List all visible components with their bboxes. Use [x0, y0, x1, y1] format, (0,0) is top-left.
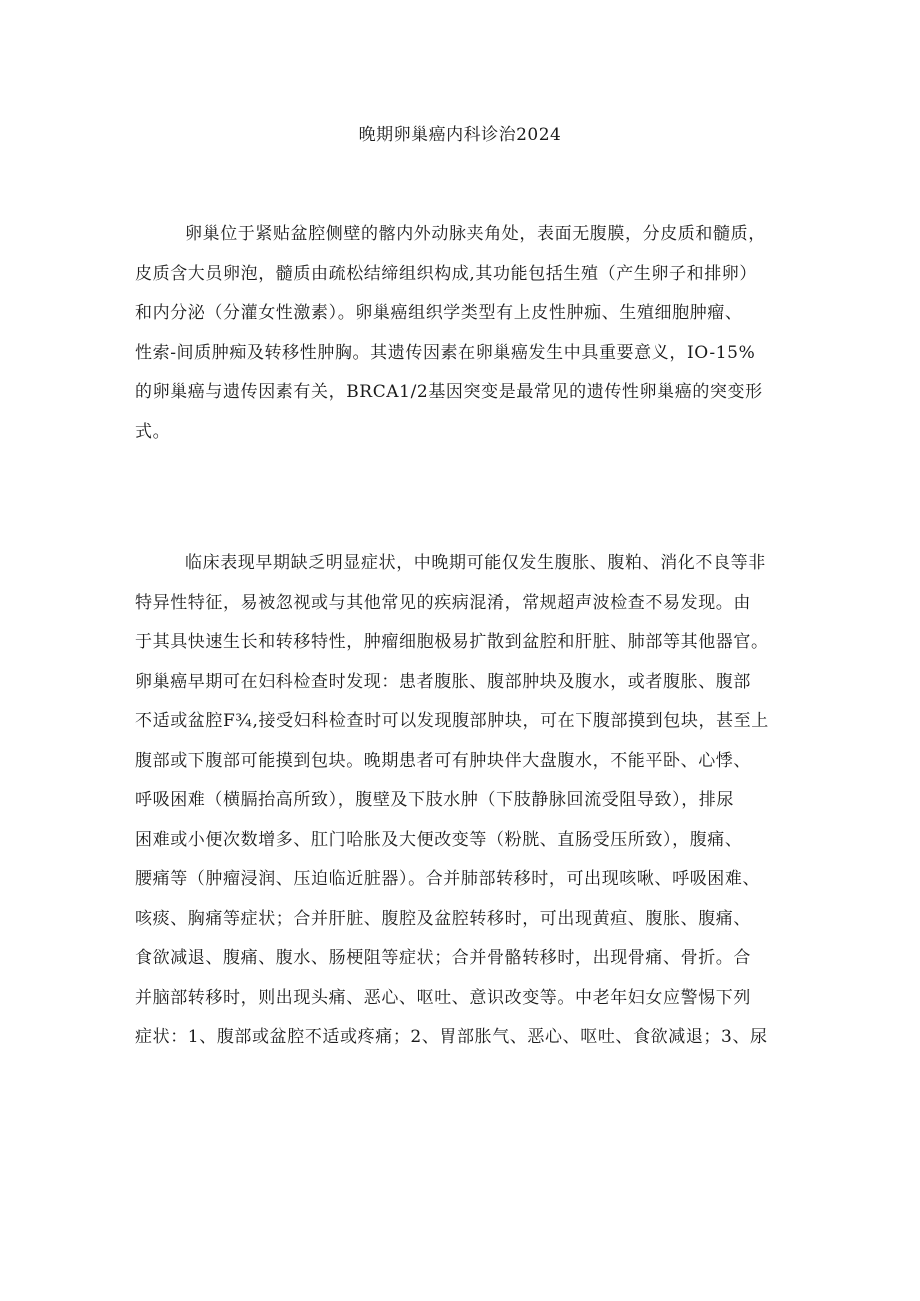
paragraph-line: 并脑部转移时，则出现头痛、恶心、呕吐、意识改变等。中老年妇女应警惕下列 [135, 987, 751, 1008]
paragraph-line: 症状：1、腹部或盆腔不适或疼痛；2、胃部胀气、恶心、呕吐、食欲减退；3、尿 [135, 1027, 768, 1047]
paragraph-line: 卵巢位于紧贴盆腔侧壁的髂内外动脉夹角处，表面无腹膜，分皮质和髓质， [185, 224, 766, 244]
paragraph-line: 卵巢癌早期可在妇科检查时发现：患者腹胀、腹部肿块及腹水，或者腹胀、腹部 [135, 671, 751, 692]
paragraph-anatomy-genetics [135, 222, 785, 459]
paragraph-line: 式。 [135, 421, 171, 442]
document-title: 晚期卵巢癌内科诊治2024 [358, 125, 562, 145]
paragraph-line: 的卵巢癌与遗传因素有关，BRCA1/2基因突变是最常见的遗传性卵巢癌的突变形 [135, 382, 763, 402]
paragraph-line: 皮质含大员卵泡，髓质由疏松结缔组织构成,其功能包括生殖（产生卵子和排卵） [135, 263, 758, 284]
paragraph-line: 咳痰、胸痛等症状；合并肝脏、腹腔及盆腔转移时，可出现黄疸、腹胀、腹痛、 [135, 908, 751, 929]
paragraph-line: 腹部或下腹部可能摸到包块。晚期患者可有肿块伴大盘腹水，不能平卧、心悸、 [135, 750, 751, 771]
paragraph-line: 困难或小便次数增多、肛门哈胀及大便改变等（粉胱、直肠受压所致），腹痛、 [135, 829, 743, 850]
paragraph-line: 特异性特征，易被忽视或与其他常见的疾病混淆，常规超声波检查不易发现。由 [135, 592, 751, 613]
paragraph-line: 和内分泌（分灌女性激素）。卵巢癌组织学类型有上皮性肿痂、生殖细胞肿瘤、 [135, 303, 743, 323]
paragraph-line: 不适或盆腔F¾,接受妇科检查时可以发现腹部肿块，可在下腹部摸到包块，甚至上 [135, 711, 769, 731]
paragraph-line: 性索-间质肿痴及转移性肿胸。其遗传因素在卵巢癌发生中具重要意义，IO-15% [135, 342, 756, 363]
paragraph-line: 呼吸困难（横膈抬高所致），腹壁及下肢水肿（下肢静脉回流受阻导致），排尿 [135, 790, 734, 810]
paragraph-line: 食欲减退、腹痛、腹水、肠梗阻等症状；合并骨骼转移时，出现骨痛、骨折。合 [135, 948, 751, 968]
paragraph-line: 于其具快速生长和转移特性，肿瘤细胞极易扩散到盆腔和肝脏、肺部等其他器官。 [135, 632, 769, 652]
paragraph-line: 腰痛等（肿瘤浸润、压迫临近脏器）。合并肺部转移时，可出现咳啾、呼吸困难、 [135, 869, 761, 889]
paragraph-clinical-presentation [135, 551, 785, 1065]
paragraph-line: 临床表现早期缺乏明显症状，中晚期可能仅发生腹胀、腹粕、消化不良等非 [185, 553, 766, 573]
